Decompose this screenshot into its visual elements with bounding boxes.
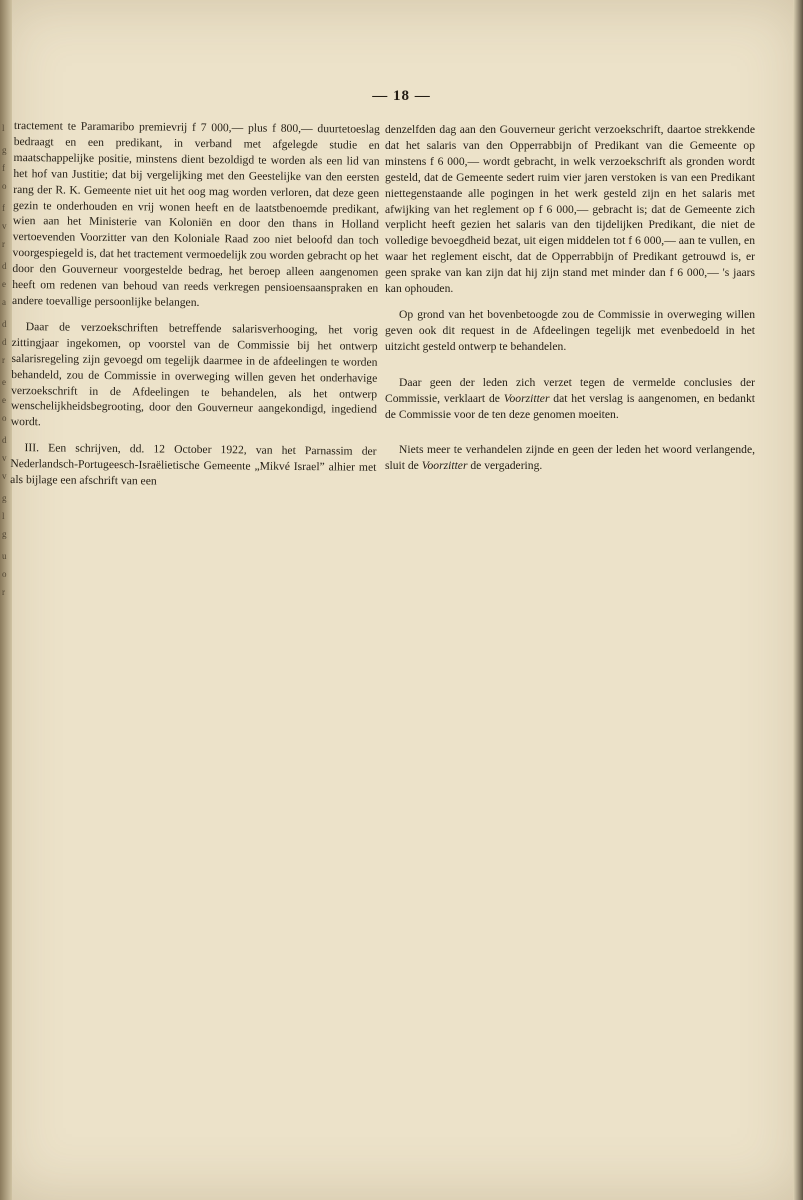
- margin-fragment: g: [2, 493, 7, 503]
- margin-fragment: d: [2, 319, 7, 329]
- margin-fragment: d: [2, 337, 7, 347]
- closing-2-text-before: Niets meer te verhandelen zijnde en geen der leden het woord verlangende, sluit de: [385, 443, 755, 473]
- closing-1-text-before: Daar geen der leden zich verzet tegen de vermelde conclusies der Commissie, verklaart de: [385, 375, 755, 405]
- left-paragraph-2: Daar de verzoekschriften betreffende salarisverhooging, het vorig zittingjaar ingekomen, op voorstel van de Commissie bij het ontwerp salarisregeling zijn gevoegd om tegelijk daarmee in de afdeelingen te worden behandeld, zou de Commissie in overweging willen geven het onderhavige verzoekschrift in de Afdeelingen te behandelen, als het ontwerp wenschelijkheidsbegrooting, door den Gouverneur aangekondigd, ingediend wordt.: [10, 320, 378, 429]
- margin-fragment: a: [2, 297, 6, 307]
- margin-fragment: o: [2, 181, 7, 191]
- margin-fragment: l: [2, 123, 5, 133]
- margin-fragment: r: [2, 587, 5, 597]
- left-paragraph-3: III. Een schrijven, dd. 12 October 1922, van het Parnassim der Nederlandsch-Portugeesch-Israëlietische Gemeente „Mikvé Israel” alhier met als bijlage een afschrift van een: [10, 441, 377, 488]
- margin-fragment: v: [2, 453, 7, 463]
- left-text-column: [10, 118, 380, 502]
- margin-fragment: o: [2, 569, 7, 579]
- margin-fragment: d: [2, 435, 7, 445]
- margin-fragment: r: [2, 239, 5, 249]
- margin-fragment: e: [2, 377, 6, 387]
- margin-fragment: v: [2, 221, 7, 231]
- margin-fragment: e: [2, 395, 6, 405]
- closing-2-text-after: de vergadering.: [467, 459, 543, 473]
- right-paragraph-1: denzelfden dag aan den Gouverneur gericht verzoekschrift, daartoe strekkende dat het salaris van den Opperrabbijn of Predikant van die Gemeente op minstens f 6 000,— wordt gebracht, in welk verzoekschrift als gronden wordt gesteld, dat de Gemeente sedert ruim vier jaren verstoken is van een Predikant niettegenstaande alle pogingen in het werk gesteld zijn en het salaris met afwijking van het reglement op f 6 000,— gebracht is; dat de Gemeente zich verplicht heeft gezien het salaris van den tijdelijken Predikant, die niet de volledige bevoegdheid bezat, uit eigen middelen tot f 6 000,— aan te vullen, en waar het reglement eischt, dat de Opperrabbijn of Predikant getrouwd is, er geen sprake van kan zijn dat hij zijn stand met minder dan f 6 000,— 's jaars kan ophouden.: [385, 123, 755, 296]
- page-right-edge: [793, 0, 803, 1200]
- margin-fragment: u: [2, 551, 7, 561]
- page-number: — 18 —: [372, 88, 431, 104]
- margin-fragment: d: [2, 261, 7, 271]
- margin-fragment: f: [2, 203, 5, 213]
- margin-fragment: l: [2, 511, 5, 521]
- chair-title: Voorzitter: [421, 459, 468, 473]
- margin-fragment: r: [2, 355, 5, 365]
- closing-1-text-after: dat het verslag is aangenomen, en bedankt de Commissie voor de ten deze genomen moeiten.: [385, 391, 755, 421]
- right-paragraph-2: Op grond van het bovenbetoogde zou de Commissie in overweging willen geven ook dit request in de Afdeelingen tegelijk met evenbedoeld in het uitzicht gesteld ontwerp te behandelen.: [385, 307, 755, 353]
- left-paragraph-1: tractement te Paramaribo premievrij f 7 000,— plus f 800,— duurtetoeslag bedraagt en een predikant, in verband met afgelegde studie en maatschappelijke positie, minstens dient bezoldigd te worden als een lid van het hof van Justitie; dat bij vergelijking met den Geestelijke van den eersten rang der R. K. Gemeente niet uit het oog mag worden verloren, dat deze geen gezin te onderhouden en vrij wonen heeft en de laatstbenoemde predikant, wien aan het Ministerie van Koloniën en door den thans in Holland vertoevenden Voorzitter van den Koloniale Raad zoo niet beloofd dan toch voorgespiegeld is, dat het tractement vermoedelijk zou worden gebracht op het door den Gouverneur voorgestelde bedrag, het beroep alleen aangenomen heeft om redenen van behoud van reeds verkregen pensioensaanspraken en andere toevallige persoonlijke belangen.: [12, 118, 380, 309]
- closing-paragraph-report-accepted: [385, 375, 755, 423]
- margin-fragment: o: [2, 413, 7, 423]
- closing-paragraph-meeting-closed: [385, 442, 755, 474]
- margin-fragment: v: [2, 471, 7, 481]
- right-text-column: [385, 122, 755, 484]
- margin-fragment: e: [2, 279, 6, 289]
- margin-fragment: g: [2, 145, 7, 155]
- margin-fragment: g: [2, 529, 7, 539]
- margin-fragment: f: [2, 163, 5, 173]
- chair-title: Voorzitter: [503, 391, 550, 405]
